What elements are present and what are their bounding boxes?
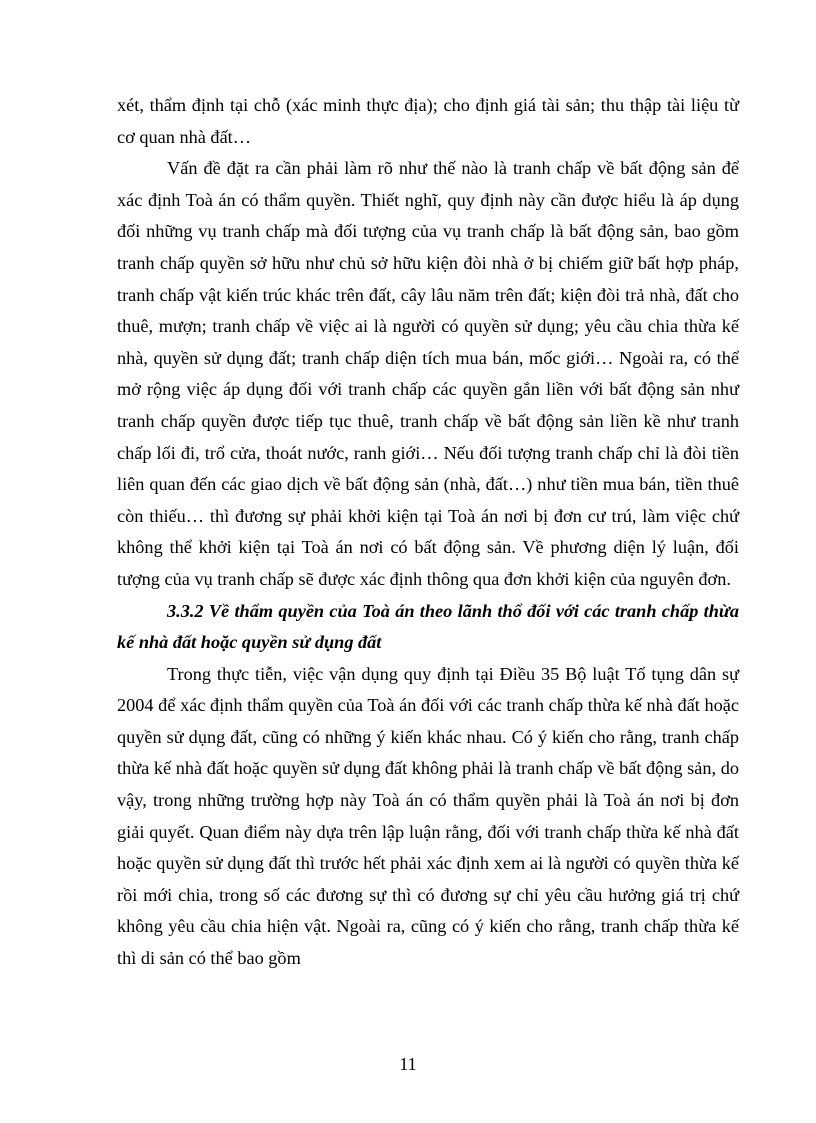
paragraph-real-estate-dispute: Vấn đề đặt ra cần phải làm rõ như thế nào là tranh chấp về bất động sản để xác định Toà án có thẩm quyền. Thiết nghĩ, quy định này cần được hiểu là áp dụng đối những vụ tranh chấp mà đối tượng của vụ tranh chấp là bất động sản, bao gồm tranh chấp quyền sở hữu như chủ sở hữu kiện đòi nhà ở bị chiếm giữ bất hợp pháp, tranh chấp vật kiến trúc khác trên đất, cây lâu năm trên đất; kiện đòi trả nhà, đất cho thuê, mượn; tranh chấp về việc ai là người có quyền sử dụng; yêu cầu chia thừa kế nhà, quyền sử dụng đất; tranh chấp diện tích mua bán, mốc giới… Ngoài ra, có thể mở rộng việc áp dụng đối với tranh chấp các quyền gắn liền với bất động sản như tranh chấp quyền được tiếp tục thuê, tranh chấp về bất động sản liền kề như tranh chấp lối đi, trổ cửa, thoát nước, ranh giới… Nếu đối tượng tranh chấp chỉ là đòi tiền liên quan đến các giao dịch về bất động sản (nhà, đất…) như tiền mua bán, tiền thuê còn thiếu… thì đương sự phải khởi kiện tại Toà án nơi bị đơn cư trú, làm việc chứ không thể khởi kiện tại Toà án nơi có bất động sản. Về phương diện lý luận, đối tượng của vụ tranh chấp sẽ được xác định thông qua đơn khởi kiện của nguyên đơn. (117, 158, 739, 589)
section-heading-3-3-2: 3.3.2 Về thẩm quyền của Toà án theo lãnh thổ đối với các tranh chấp thừa kế nhà đất hoặc quyền sử dụng đất (117, 600, 739, 653)
body-text (117, 90, 739, 975)
paragraph-inheritance-dispute: Trong thực tiễn, việc vận dụng quy định tại Điều 35 Bộ luật Tố tụng dân sự 2004 để xác định thẩm quyền của Toà án đối với các tranh chấp thừa kế nhà đất hoặc quyền sử dụng đất, cũng có những ý kiến khác nhau. Có ý kiến cho rằng, tranh chấp thừa kế nhà đất hoặc quyền sử dụng đất không phải là tranh chấp về bất động sản, do vậy, trong những trường hợp này Toà án có thẩm quyền phải là Toà án nơi bị đơn giải quyết. Quan điểm này dựa trên lập luận rằng, đối với tranh chấp thừa kế nhà đất hoặc quyền sử dụng đất thì trước hết phải xác định xem ai là người có quyền thừa kế rồi mới chia, trong số các đương sự thì có đương sự chỉ yêu cầu hưởng giá trị chứ không yêu cầu chia hiện vật. Ngoài ra, cũng có ý kiến cho rằng, tranh chấp thừa kế thì di sản có thể bao gồm (117, 663, 739, 969)
paragraph-continuation: xét, thẩm định tại chỗ (xác minh thực địa); cho định giá tài sản; thu thập tài liệu từ cơ quan nhà đất… (117, 95, 739, 147)
page-number: 11 (399, 1054, 417, 1074)
